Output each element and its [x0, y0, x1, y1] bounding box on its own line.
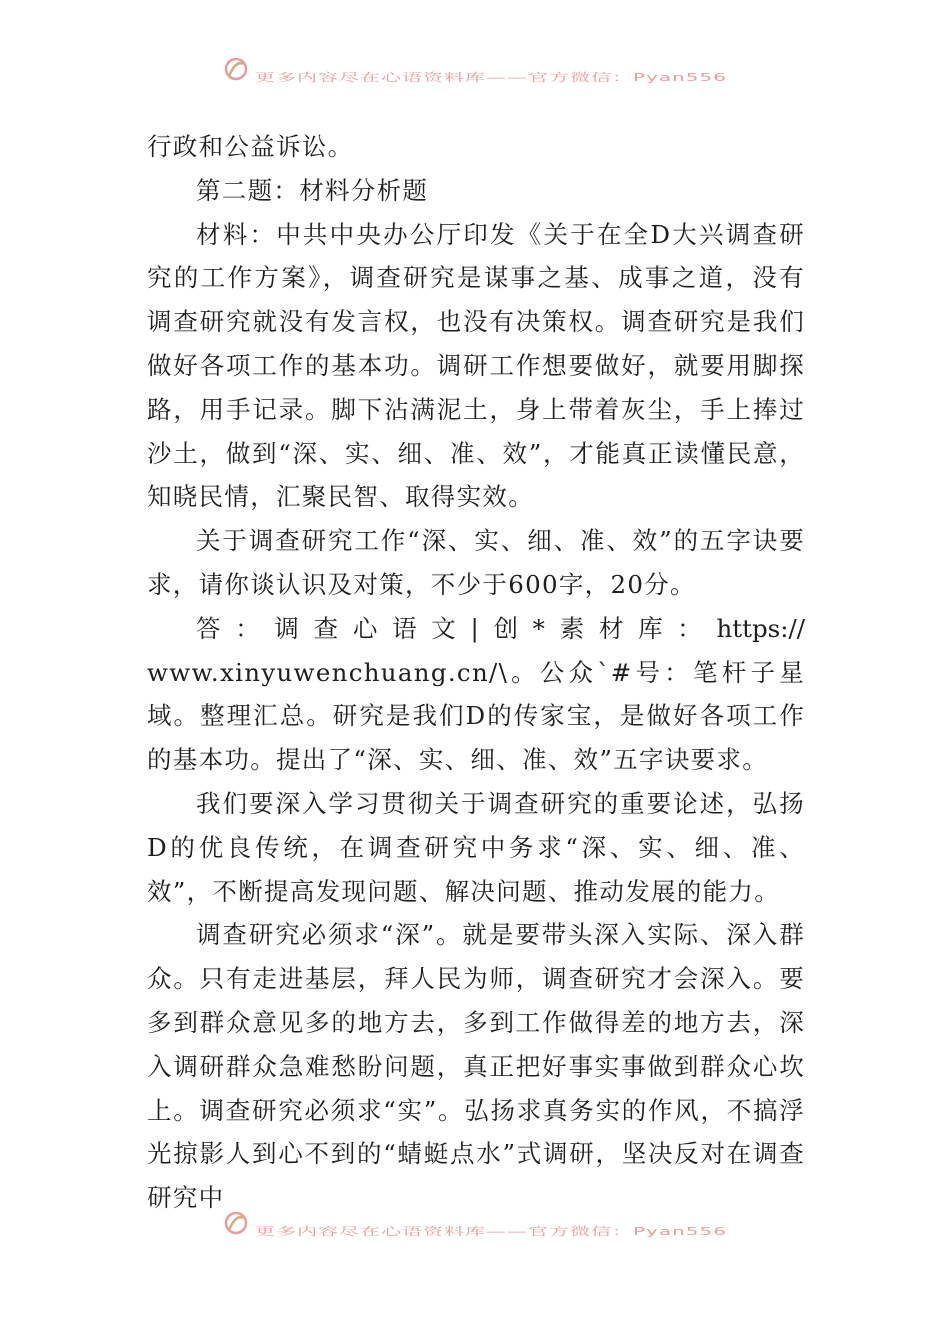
paragraph: 行政和公益诉讼。: [147, 132, 354, 161]
document-body: [147, 125, 805, 1220]
body-paragraph: 我们要深入学习贯彻关于调查研究的重要论述，弘扬D的优良传统，在调查研究中务求“深、实、细、准、效”，不断提高发现问题、解决问题、推动发展的能力。: [147, 788, 805, 906]
question-prompt: 关于调查研究工作“深、实、细、准、效”的五字诀要求，请你谈认识及对策，不少于600字，20分。: [147, 526, 805, 599]
body-paragraph: 调查研究必须求“深”。就是要带头深入实际、深入群众。只有走进基层，拜人民为师，调查研究才会深入。要多到群众意见多的地方去，多到工作做得差的地方去，深入调研群众急难愁盼问题，真正把好事实事做到群众心坎上。调查研究必须求“实”。弘扬求真务实的作风，不搞浮光掠影人到心不到的“蜻蜓点水”式调研，坚决反对在调查研究中: [147, 920, 805, 1213]
material-paragraph: 材料：中共中央办公厅印发《关于在全D大兴调查研究的工作方案》，调查研究是谋事之基、成事之道，没有调查研究就没有发言权，也没有决策权。调查研究是我们做好各项工作的基本功。调研工作想要做好，就要用脚探路，用手记录。脚下沾满泥土，身上带着灰尘，手上捧过沙土，做到“深、实、细、准、效”，才能真正读懂民意，知晓民情，汇聚民智、取得实效。: [147, 219, 805, 512]
question-heading: 第二题：材料分析题: [196, 175, 429, 205]
header-watermark: [0, 54, 950, 84]
watermark-text: 更多内容尽在心语资料库——官方微信：Pyan556: [254, 1223, 727, 1238]
logo-icon: [223, 56, 249, 82]
footer-watermark: [0, 1208, 950, 1238]
logo-icon: [223, 1210, 249, 1236]
watermark-text: 更多内容尽在心语资料库——官方微信：Pyan556: [254, 69, 727, 84]
answer-paragraph: www.xinyuwenchuang.cn/\。公众`#号：笔杆子星域。整理汇总。研究是我们D的传家宝，是做好各项工作的基本功。提出了“深、实、细、准、效”五字诀要求。: [147, 657, 805, 775]
answer-heading: 答：调查心语文|创*素材库：https://: [196, 613, 805, 643]
